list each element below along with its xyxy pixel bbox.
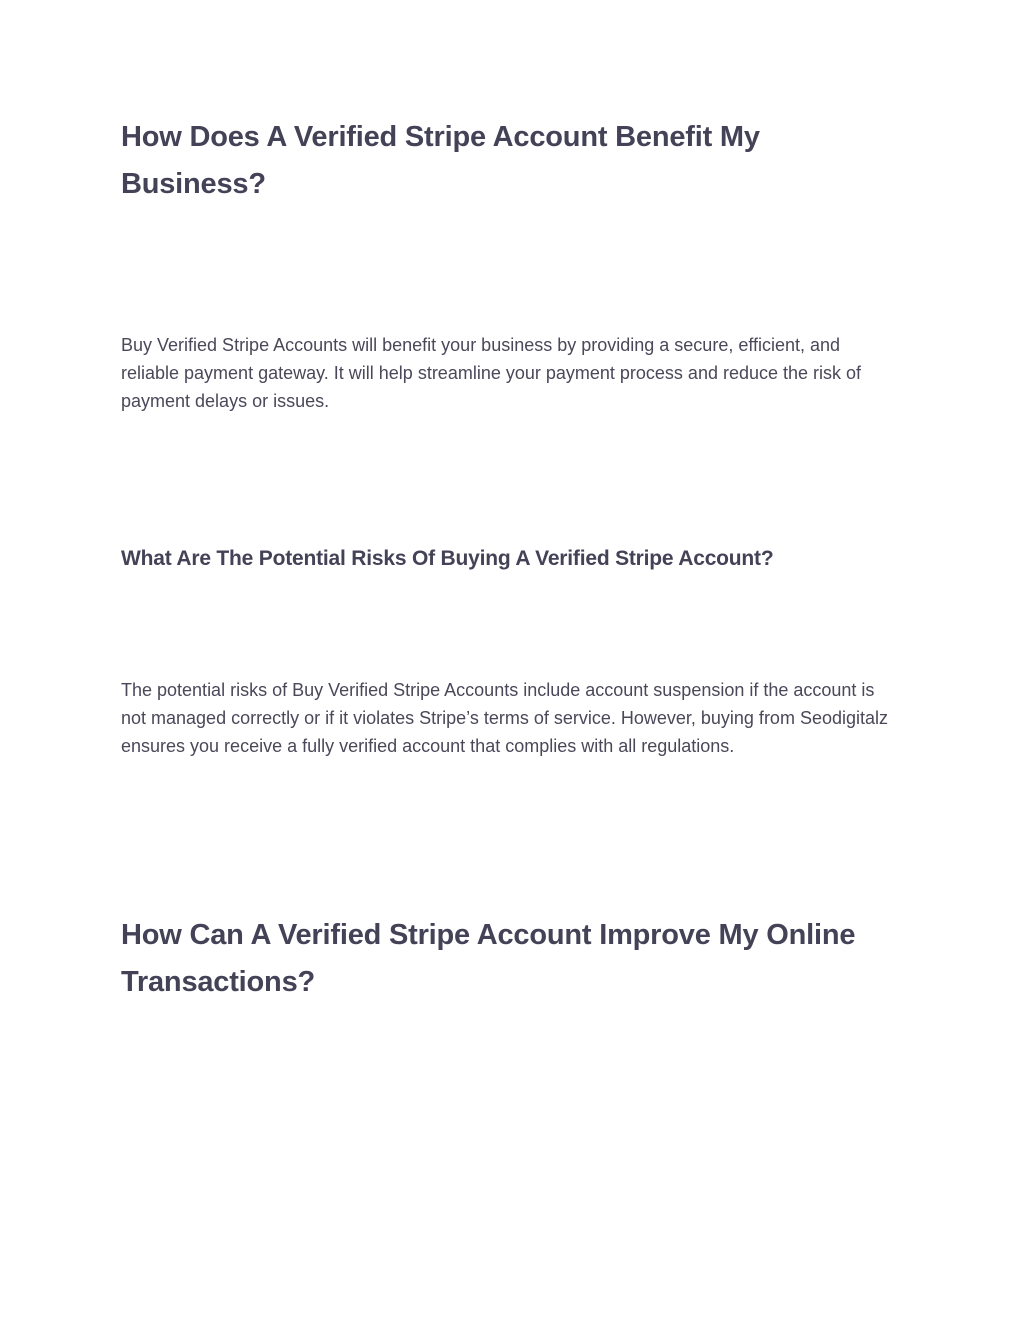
section-heading-benefit: How Does A Verified Stripe Account Benefit My Business? — [121, 121, 760, 200]
section-heading-improve: How Can A Verified Stripe Account Improve My Online Transactions? — [121, 919, 856, 998]
section-paragraph-benefit: Buy Verified Stripe Accounts will benefit your business by providing a secure, efficient, and reliable payment gateway. It will help streamline your payment process and reduce the risk of payment delays or issues. — [121, 335, 862, 411]
section-heading-risks: What Are The Potential Risks Of Buying A Verified Stripe Account? — [121, 547, 774, 570]
section-paragraph-risks: The potential risks of Buy Verified Stripe Accounts include account suspension if the account is not managed correctly or if it violates Stripe’s terms of service. However, buying from Seodigitalz ensures you receive a fully verified account that complies with all regulations. — [121, 680, 888, 756]
